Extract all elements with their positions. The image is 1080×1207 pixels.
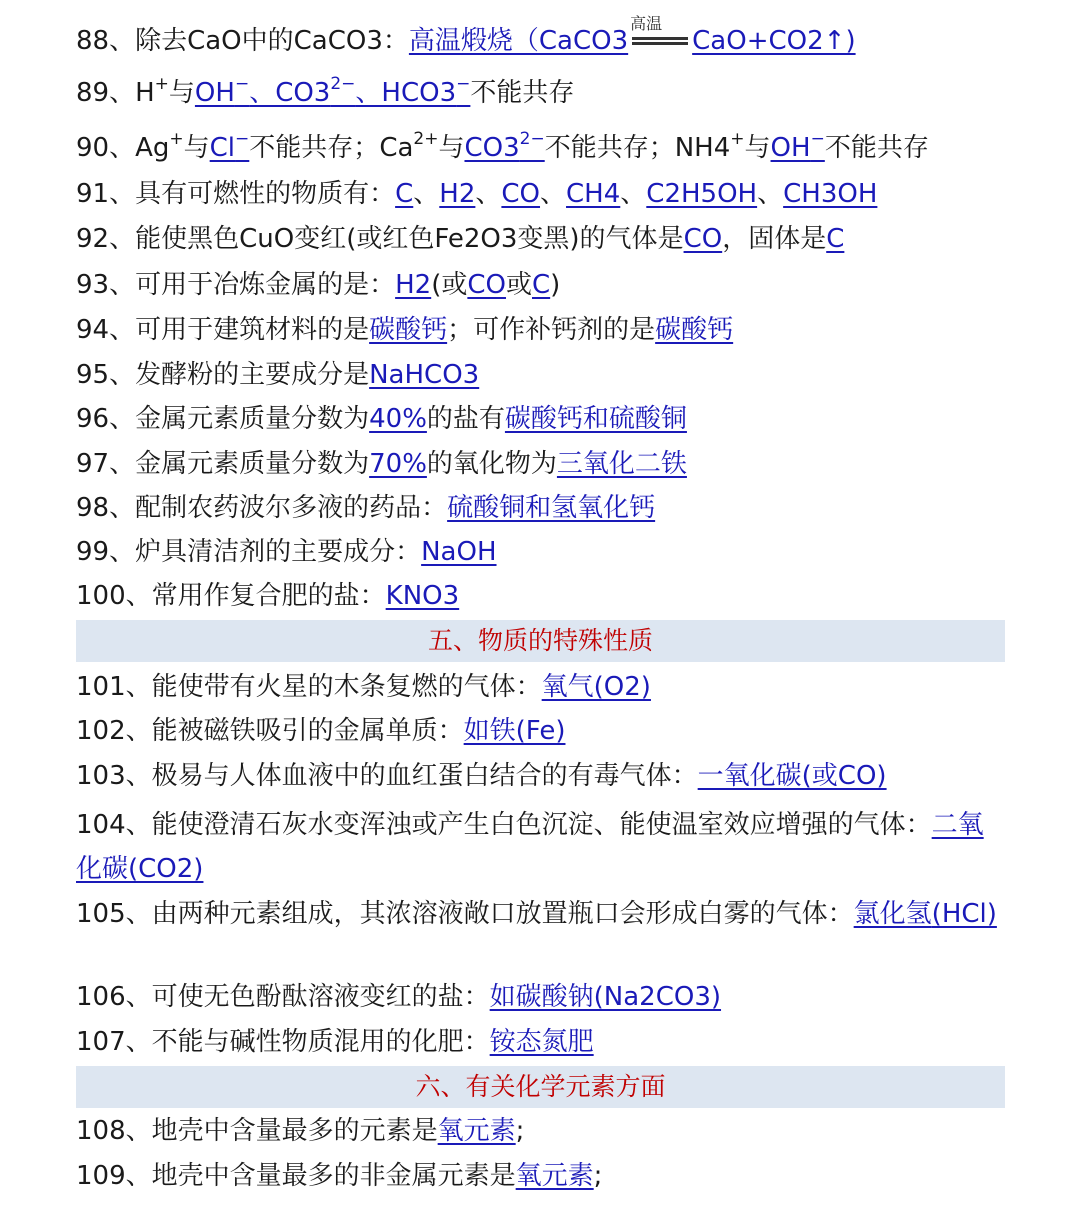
question-text: 不能共存； — [249, 133, 380, 163]
equals-bar-top — [632, 37, 688, 40]
question-text: 可用于建筑材料的是 — [135, 315, 370, 345]
item-number: 105、 — [76, 899, 152, 929]
item-107 — [76, 1025, 594, 1059]
answer-text: C — [395, 179, 414, 209]
question-text: Ag — [135, 133, 170, 163]
item-number: 96、 — [76, 404, 136, 434]
item-97 — [76, 447, 687, 481]
section-header-chemical-elements: 六、有关化学元素方面 — [76, 1066, 1005, 1108]
item-number: 94、 — [76, 315, 136, 345]
separator: 、 — [540, 179, 567, 209]
answer-text: 一氧化碳(或CO) — [697, 761, 887, 791]
superscript: + — [730, 129, 745, 149]
answer-text: 碳酸钙和硫酸铜 — [504, 404, 687, 434]
separator: 、 — [475, 179, 502, 209]
answer-text: 碳酸钙 — [655, 315, 734, 345]
item-94 — [76, 313, 733, 347]
separator: 、 — [757, 179, 784, 209]
item-98 — [76, 491, 655, 525]
question-text: 极易与人体血液中的血红蛋白结合的有毒气体： — [151, 761, 698, 791]
answer-text: 如碳酸钠(Na2CO3) — [489, 982, 722, 1012]
answer-part: OH — [770, 133, 811, 163]
question-text: 可用于冶炼金属的是： — [135, 270, 396, 300]
answer-text: C — [532, 270, 551, 300]
answer-part: 、CO3 — [249, 78, 331, 108]
high-temperature-condition-icon — [628, 14, 692, 51]
item-number: 98、 — [76, 493, 136, 523]
answer-text: H2 — [395, 270, 432, 300]
item-108 — [76, 1114, 524, 1148]
item-number: 97、 — [76, 449, 136, 479]
question-text: 不能共存 — [470, 78, 575, 108]
answer-text: KNO3 — [385, 581, 460, 611]
question-text: 不能共存； — [544, 133, 675, 163]
item-number: 88、 — [76, 26, 136, 56]
item-number: 93、 — [76, 270, 136, 300]
item-number: 101、 — [76, 672, 152, 702]
item-number: 104、 — [76, 810, 152, 840]
answer-text: 如铁(Fe) — [463, 716, 566, 746]
item-number: 103、 — [76, 761, 152, 791]
superscript: − — [810, 129, 825, 149]
condition-label: 高温 — [630, 14, 663, 33]
answer-text — [209, 129, 250, 163]
question-text: ；可作补钙剂的是 — [447, 315, 656, 345]
item-number: 95、 — [76, 360, 136, 390]
item-105 — [76, 892, 1006, 936]
item-99 — [76, 535, 497, 569]
superscript: − — [456, 74, 471, 94]
superscript: 2− — [519, 129, 545, 149]
item-number: 106、 — [76, 982, 152, 1012]
question-text: (或 — [431, 270, 468, 300]
answer-text: CO — [683, 224, 723, 254]
item-number: 92、 — [76, 224, 136, 254]
question-text: 与 — [438, 133, 465, 163]
item-number: 108、 — [76, 1116, 152, 1146]
question-text: 能使黑色CuO变红(或红色Fe2O3变黑)的气体是 — [135, 224, 684, 254]
item-91 — [76, 177, 877, 211]
answer-text: NaHCO3 — [369, 360, 480, 390]
question-text: 由两种元素组成，其浓溶液敞口放置瓶口会形成白雾的气体： — [151, 899, 854, 929]
item-88 — [76, 14, 856, 58]
answer-text: C2H5OH — [646, 179, 758, 209]
question-text: 炉具清洁剂的主要成分： — [135, 537, 422, 567]
answer-text: 70% — [369, 449, 427, 479]
equals-bar-bottom — [632, 42, 688, 45]
answer-text: (HCl) — [931, 899, 997, 929]
answer-part: CO3 — [464, 133, 520, 163]
answer-part: 、HCO3 — [355, 78, 457, 108]
question-text: NH4 — [674, 133, 731, 163]
question-text: 的盐有 — [426, 404, 505, 434]
answer-text — [770, 129, 825, 163]
question-text: 与 — [168, 78, 195, 108]
question-text: 能被磁铁吸引的金属单质： — [151, 716, 464, 746]
question-text: 不能共存 — [824, 133, 929, 163]
answer-text: 碳酸钙 — [369, 315, 448, 345]
answer-text: 氧气(O2) — [541, 672, 651, 702]
question-text: 地壳中含量最多的非金属元素是 — [151, 1161, 516, 1191]
item-106 — [76, 980, 721, 1014]
item-number: 100、 — [76, 581, 152, 611]
answer-text: H2 — [439, 179, 476, 209]
answer-text: 40% — [369, 404, 427, 434]
superscript: 2+ — [413, 129, 439, 149]
superscript: + — [169, 129, 184, 149]
question-text: 常用作复合肥的盐： — [151, 581, 386, 611]
item-100 — [76, 579, 459, 613]
question-text: ，固体是 — [722, 224, 827, 254]
item-95 — [76, 358, 479, 392]
answer-text: NaOH — [421, 537, 497, 567]
punctuation: ; — [593, 1161, 603, 1191]
question-text: 与 — [183, 133, 210, 163]
item-number: 89、 — [76, 78, 136, 108]
question-text: 可使无色酚酞溶液变红的盐： — [151, 982, 490, 1012]
question-text: 金属元素质量分数为 — [135, 404, 370, 434]
separator: 、 — [413, 179, 440, 209]
answer-text — [194, 74, 471, 108]
item-103 — [76, 759, 887, 793]
item-92 — [76, 222, 844, 256]
question-text: 不能与碱性物质混用的化肥： — [151, 1027, 490, 1057]
question-text: 地壳中含量最多的元素是 — [151, 1116, 438, 1146]
question-text: 配制农药波尔多液的药品： — [135, 493, 448, 523]
answer-text: CO — [501, 179, 541, 209]
question-text: Ca — [379, 133, 414, 163]
item-number: 109、 — [76, 1161, 152, 1191]
question-text: 的氧化物为 — [426, 449, 557, 479]
item-104 — [76, 803, 1006, 891]
item-101 — [76, 670, 651, 704]
answer-text: 二氧化碳(CO2) — [76, 810, 984, 884]
item-89 — [76, 76, 574, 110]
superscript: − — [235, 129, 250, 149]
superscript: − — [234, 74, 250, 94]
separator: 、 — [620, 179, 647, 209]
item-90 — [76, 131, 929, 165]
question-text: 与 — [744, 133, 771, 163]
item-number: 102、 — [76, 716, 152, 746]
answer-text: 氧元素 — [515, 1161, 594, 1191]
question-text: 或 — [505, 270, 532, 300]
item-96 — [76, 402, 687, 436]
item-102 — [76, 714, 565, 748]
answer-text: CaO+CO2↑) — [692, 26, 856, 56]
punctuation: ; — [515, 1116, 525, 1146]
superscript: 2− — [330, 74, 356, 94]
item-number: 99、 — [76, 537, 136, 567]
item-number: 90、 — [76, 133, 136, 163]
section-header-special-properties: 五、物质的特殊性质 — [76, 620, 1005, 662]
question-text: ) — [550, 270, 561, 300]
answer-text: 三氧化二铁 — [556, 449, 687, 479]
answer-text: 氯化氢 — [853, 899, 932, 929]
answer-text: CH4 — [566, 179, 621, 209]
question-text: 除去CaO中的CaCO3： — [135, 26, 409, 56]
answer-text: 硫酸铜和氢氧化钙 — [447, 493, 656, 523]
answer-text: 高温煅烧（CaCO3 — [408, 26, 629, 56]
answer-text: CH3OH — [783, 179, 878, 209]
answer-text — [464, 129, 545, 163]
item-number: 91、 — [76, 179, 136, 209]
answer-part: Cl — [209, 133, 236, 163]
item-number: 107、 — [76, 1027, 152, 1057]
item-109 — [76, 1159, 602, 1193]
superscript: + — [154, 74, 169, 94]
question-text: 能使带有火星的木条复燃的气体： — [151, 672, 542, 702]
question-text: 金属元素质量分数为 — [135, 449, 370, 479]
answer-text: C — [826, 224, 845, 254]
question-text: 能使澄清石灰水变浑浊或产生白色沉淀、能使温室效应增强的气体： — [151, 810, 932, 840]
item-93 — [76, 268, 560, 302]
question-text: 具有可燃性的物质有： — [135, 179, 396, 209]
question-text: 发酵粉的主要成分是 — [135, 360, 370, 390]
answer-text: 铵态氮肥 — [489, 1027, 594, 1057]
answer-text: 氧元素 — [437, 1116, 516, 1146]
answer-part: OH — [194, 78, 235, 108]
answer-text: CO — [467, 270, 506, 300]
question-text: H — [135, 78, 155, 108]
